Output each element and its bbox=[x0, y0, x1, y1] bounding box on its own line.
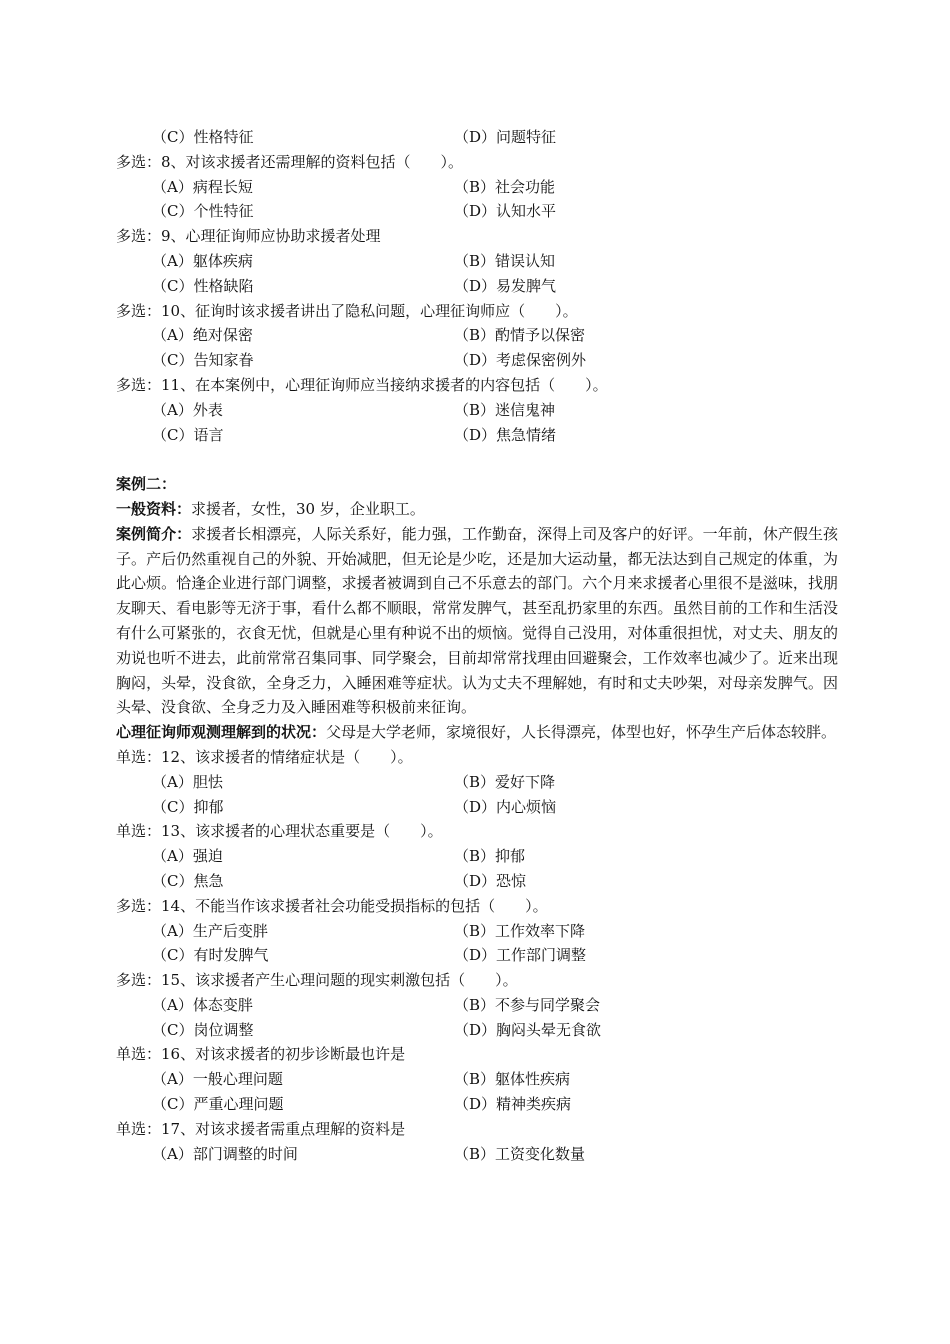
case-intro-text: 求援者长相漂亮，人际关系好，能力强，工作勤奋，深得上司及客户的好评。一年前，休产假生孩子。产后仍然重视自己的外貌、开始减肥，但无论是少吃，还是加大运动量，都无法达到自己规定的体重，为此心烦。恰逢企业进行部门调整，求援者被调到自己不乐意去的部门。六个月来求援者心里很不是滋味，找朋友聊天、看电影等无济于事，看什么都不顺眼，常常发脾气，甚至乱扔家里的东西。虽然目前的工作和生活没有什么可紧张的，衣食无忧，但就是心里有种说不出的烦恼。觉得自己没用，对体重很担忧，对丈夫、朋友的劝说也听不进去，此前常常召集同事、同学聚会，目前却常常找理由回避聚会，工作效率也减少了。近来出现胸闷，头晕，没食欲，全身乏力，入睡困难等症状。认为丈夫不理解她，有时和丈夫吵架，对母亲发脾气。因头晕、没食欲、全身乏力及入睡困难等积极前来征询。 bbox=[116, 524, 838, 717]
options-ab bbox=[116, 1142, 838, 1167]
observation-label: 心理征询师观测理解到的状况： bbox=[116, 723, 327, 742]
options-ab bbox=[116, 919, 838, 944]
option-d: （D）易发脾气 bbox=[454, 276, 557, 295]
option-c: （C）性格特征 bbox=[152, 128, 254, 146]
section-gap bbox=[116, 447, 838, 472]
case-intro-label: 案例简介： bbox=[116, 524, 192, 543]
option-a: （A）体态变胖 bbox=[152, 995, 253, 1014]
option-b: （B）社会功能 bbox=[454, 177, 556, 196]
general-info-label: 一般资料： bbox=[116, 499, 192, 518]
case-intro bbox=[116, 522, 838, 720]
option-d: （D）问题特征 bbox=[454, 128, 557, 146]
question-8 bbox=[116, 150, 838, 224]
option-a: （A）生产后变胖 bbox=[152, 921, 268, 940]
question-stem: 多选：9、心理征询师应协助求援者处理 bbox=[116, 227, 381, 246]
options-ab bbox=[116, 844, 838, 869]
question-stem: 多选：15、该求援者产生心理问题的现实刺激包括（ ）。 bbox=[116, 971, 518, 990]
option-a: （A）部门调整的时间 bbox=[152, 1144, 298, 1163]
options-cd bbox=[116, 199, 838, 224]
option-b: （B）错误认知 bbox=[454, 251, 556, 270]
options-cd bbox=[116, 274, 838, 299]
option-d: （D）考虑保密例外 bbox=[454, 351, 587, 370]
options-cd bbox=[116, 1018, 838, 1043]
option-c: （C）焦急 bbox=[152, 871, 224, 890]
question-stem: 多选：14、不能当作该求援者社会功能受损指标的包括（ ）。 bbox=[116, 896, 548, 915]
option-c: （C）岗位调整 bbox=[152, 1020, 254, 1039]
option-a: （A）强迫 bbox=[152, 847, 223, 866]
option-b: （B）迷信鬼神 bbox=[454, 400, 556, 419]
options-ab bbox=[116, 1067, 838, 1092]
q7-options-cd bbox=[116, 125, 838, 150]
options-cd bbox=[116, 423, 838, 448]
options-cd bbox=[116, 348, 838, 373]
option-b: （B）酌情予以保密 bbox=[454, 326, 586, 345]
option-b: （B）爱好下降 bbox=[454, 772, 556, 791]
option-d: （D）恐惊 bbox=[454, 871, 527, 890]
option-d: （D）精神类疾病 bbox=[454, 1095, 572, 1114]
option-d: （D）内心烦恼 bbox=[454, 797, 557, 816]
options-ab bbox=[116, 323, 838, 348]
option-b: （B）工资变化数量 bbox=[454, 1144, 586, 1163]
question-10 bbox=[116, 299, 838, 373]
general-info bbox=[116, 497, 838, 522]
general-info-text: 求援者，女性，30 岁，企业职工。 bbox=[191, 499, 425, 518]
options-cd bbox=[116, 795, 838, 820]
question-stem: 单选：16、对该求援者的初步诊断最也许是 bbox=[116, 1045, 406, 1064]
question-9 bbox=[116, 224, 838, 298]
options-ab bbox=[116, 175, 838, 200]
options-cd bbox=[116, 869, 838, 894]
options-cd bbox=[116, 943, 838, 968]
question-stem: 多选：10、征询时该求援者讲出了隐私问题，心理征询师应（ ）。 bbox=[116, 301, 578, 320]
option-a: （A）胆怯 bbox=[152, 772, 223, 791]
case-title: 案例二： bbox=[116, 475, 177, 494]
option-b: （B）工作效率下降 bbox=[454, 921, 586, 940]
option-b: （B）抑郁 bbox=[454, 847, 526, 866]
option-a: （A）一般心理问题 bbox=[152, 1070, 283, 1089]
document-page bbox=[116, 125, 838, 1166]
option-b: （B）不参与同学聚会 bbox=[454, 995, 601, 1014]
option-d: （D）胸闷头晕无食欲 bbox=[454, 1020, 602, 1039]
option-c: （C）性格缺陷 bbox=[152, 276, 254, 295]
question-stem: 单选：17、对该求援者需重点理解的资料是 bbox=[116, 1119, 406, 1138]
option-c: （C）严重心理问题 bbox=[152, 1095, 284, 1114]
option-d: （D）认知水平 bbox=[454, 202, 557, 221]
option-a: （A）外表 bbox=[152, 400, 223, 419]
observation bbox=[116, 720, 838, 745]
option-b: （B）躯体性疾病 bbox=[454, 1070, 571, 1089]
question-15 bbox=[116, 968, 838, 1042]
options-ab bbox=[116, 249, 838, 274]
options-cd bbox=[116, 1092, 838, 1117]
option-c: （C）个性特征 bbox=[152, 202, 254, 221]
option-c: （C）有时发脾气 bbox=[152, 946, 269, 965]
option-c: （C）告知家眷 bbox=[152, 351, 254, 370]
question-16 bbox=[116, 1042, 838, 1116]
question-17 bbox=[116, 1117, 838, 1167]
question-11 bbox=[116, 373, 838, 447]
question-14 bbox=[116, 894, 838, 968]
option-d: （D）焦急情绪 bbox=[454, 425, 557, 444]
option-a: （A）病程长短 bbox=[152, 177, 253, 196]
option-d: （D）工作部门调整 bbox=[454, 946, 587, 965]
question-13 bbox=[116, 819, 838, 893]
options-ab bbox=[116, 770, 838, 795]
question-stem: 多选：8、对该求援者还需理解的资料包括（ ）。 bbox=[116, 152, 464, 171]
options-ab bbox=[116, 398, 838, 423]
question-stem: 多选：11、在本案例中，心理征询师应当接纳求援者的内容包括（ ）。 bbox=[116, 375, 608, 394]
option-a: （A）绝对保密 bbox=[152, 326, 253, 345]
question-stem: 单选：13、该求援者的心理状态重要是（ ）。 bbox=[116, 822, 443, 841]
option-c: （C）抑郁 bbox=[152, 797, 224, 816]
option-a: （A）躯体疾病 bbox=[152, 251, 253, 270]
observation-text: 父母是大学老师，家境很好，人长得漂亮，体型也好，怀孕生产后体态较胖。 bbox=[326, 723, 837, 742]
options-ab bbox=[116, 993, 838, 1018]
option-c: （C）语言 bbox=[152, 425, 224, 444]
question-stem: 单选：12、该求援者的情绪症状是（ ）。 bbox=[116, 747, 413, 766]
question-12 bbox=[116, 745, 838, 819]
